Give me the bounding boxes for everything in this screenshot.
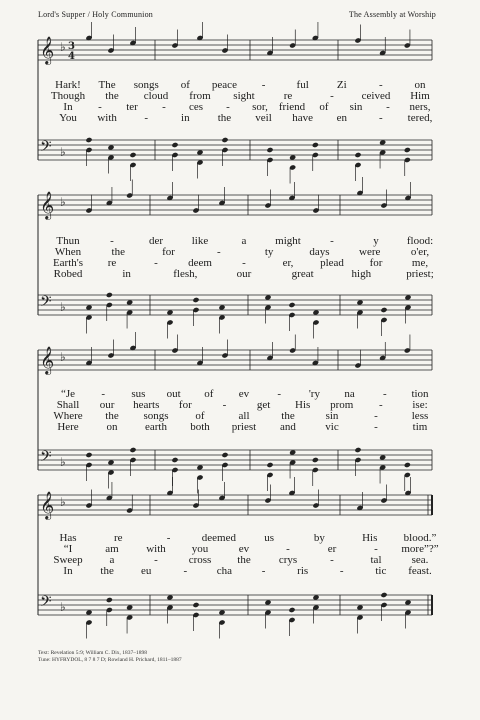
lyric-syllable: days — [309, 246, 330, 258]
lyric-syllable: - — [382, 388, 387, 400]
lyric-syllable: of — [204, 388, 214, 400]
lyric-syllable: feast. — [408, 565, 432, 577]
lyric-syllable: tion — [411, 388, 429, 400]
treble-clef-icon: 𝄞 — [40, 36, 55, 64]
lyric-syllable: all — [238, 410, 250, 422]
lyric-syllable: less — [411, 410, 429, 422]
lyric-syllable: peace — [211, 79, 237, 91]
treble-clef-icon: 𝄞 — [40, 191, 55, 219]
lyric-syllable: - — [154, 554, 158, 566]
lyric-syllable: am — [105, 543, 119, 555]
flat-icon: ♭ — [60, 300, 66, 314]
lyric-syllable: have — [292, 112, 314, 124]
lyric-syllable: earth — [145, 421, 167, 433]
lyric-syllable: Sweep — [53, 554, 83, 566]
lyric-syllable: with — [146, 543, 166, 555]
notehead-icon — [380, 592, 387, 598]
lyric-syllable: Here — [57, 421, 79, 433]
lyric-syllable: Him — [410, 90, 430, 102]
bass-clef-icon: 𝄢 — [40, 593, 52, 614]
lyric-syllable: cloud — [143, 90, 169, 102]
lyric-syllable: the — [237, 554, 251, 566]
lyric-syllable: - — [261, 79, 266, 91]
lyric-syllable: priest; — [406, 268, 434, 280]
lyric-syllable: sin — [325, 410, 339, 422]
bass-clef-icon: 𝄢 — [40, 138, 52, 159]
notehead-icon — [171, 457, 178, 463]
lyric-syllable: of — [195, 410, 205, 422]
notehead-icon — [266, 462, 273, 468]
notehead-icon — [85, 452, 92, 458]
lyric-syllable: - — [242, 257, 246, 269]
lyric-syllable: re — [107, 257, 117, 269]
lyric-syllable: - — [144, 112, 149, 124]
notehead-icon — [221, 137, 228, 143]
lyric-syllable: eu — [141, 565, 152, 577]
lyric-syllable: our — [99, 399, 115, 411]
lyric-syllable: sin — [349, 101, 363, 113]
lyric-syllable: by — [313, 532, 325, 544]
lyric-syllable: more”?” — [401, 543, 439, 555]
lyric-syllable: Earth's — [52, 257, 84, 269]
lyric-syllable: ces — [188, 101, 204, 113]
lyric-syllable: Thun — [56, 235, 80, 247]
lyric-syllable: - — [374, 421, 378, 433]
notehead-icon — [192, 297, 199, 303]
lyric-syllable: His — [295, 399, 311, 411]
notehead-icon — [266, 147, 273, 153]
lyric-syllable: - — [110, 235, 114, 247]
lyric-syllable: for — [369, 257, 383, 269]
lyric-syllable: - — [330, 235, 334, 247]
lyric-syllable: with — [97, 112, 117, 124]
lyric-syllable: - — [183, 565, 188, 577]
lyric-syllable: ev — [238, 388, 250, 400]
lyric-syllable: tic — [375, 565, 387, 577]
lyric-syllable: - — [154, 257, 158, 269]
lyric-syllable: Robed — [53, 268, 83, 280]
lyric-syllable: - — [330, 90, 334, 102]
lyric-syllable: o'er, — [410, 246, 430, 258]
lyric-syllable: - — [101, 388, 106, 400]
lyric-syllable: on — [414, 79, 426, 91]
flat-icon: ♭ — [60, 600, 66, 614]
lyric-syllable: You — [59, 112, 77, 124]
lyric-line — [0, 113, 480, 124]
tune-credit: Tune: HYFRYDOL, 8 7 8 7 D; Rowland H. Prichard, 1811–1887 — [38, 657, 182, 663]
lyric-syllable: Has — [59, 532, 77, 544]
lyric-syllable: na — [344, 388, 355, 400]
lyric-syllable: in — [122, 268, 131, 280]
time-signature-icon: 3 — [68, 41, 75, 52]
notehead-icon — [192, 602, 199, 608]
notehead-icon — [171, 142, 178, 148]
lyric-syllable: re — [114, 532, 123, 544]
lyric-syllable: our — [236, 268, 252, 280]
lyric-syllable: get — [256, 399, 271, 411]
lyric-syllable: ty — [264, 246, 274, 258]
lyric-syllable: In — [63, 101, 73, 113]
lyric-syllable: - — [162, 101, 166, 113]
lyric-syllable: of — [180, 79, 190, 91]
lyric-syllable: sea. — [411, 554, 429, 566]
lyric-syllable: ise: — [412, 399, 428, 411]
credits — [38, 650, 182, 664]
lyric-line — [0, 269, 480, 280]
flat-icon: ♭ — [60, 350, 66, 364]
lyric-syllable: - — [374, 543, 378, 555]
lyric-syllable: er — [327, 543, 337, 555]
lyric-syllable: high — [351, 268, 372, 280]
running-header-left: Lord's Supper / Holy Communion — [38, 10, 153, 19]
lyrics-block — [0, 389, 480, 433]
lyric-syllable: like — [191, 235, 209, 247]
lyric-syllable: plead — [320, 257, 344, 269]
lyric-syllable: veil — [255, 112, 272, 124]
lyric-syllable: songs — [143, 410, 169, 422]
lyric-syllable: Where — [53, 410, 83, 422]
lyric-syllable: the — [281, 410, 295, 422]
notehead-icon — [404, 147, 411, 153]
lyric-syllable: cha — [216, 565, 233, 577]
lyric-syllable: vic — [325, 421, 339, 433]
lyric-syllable: ris — [297, 565, 309, 577]
flat-icon: ♭ — [60, 40, 66, 54]
lyrics-block — [0, 533, 480, 577]
lyric-syllable: the — [105, 90, 119, 102]
notehead-icon — [354, 152, 361, 158]
lyric-syllable: songs — [133, 79, 159, 91]
lyric-syllable: - — [374, 410, 378, 422]
lyric-syllable: tim — [412, 421, 428, 433]
lyric-syllable: the — [111, 246, 126, 258]
lyric-syllable: on — [106, 421, 118, 433]
lyric-syllable: ev — [238, 543, 250, 555]
lyric-syllable: re — [283, 90, 293, 102]
lyrics-block — [0, 236, 480, 280]
lyric-syllable: ners, — [409, 101, 431, 113]
lyric-syllable: When — [54, 246, 82, 258]
lyric-syllable: - — [379, 399, 383, 411]
lyric-syllable: tered, — [407, 112, 433, 124]
lyric-syllable: crys — [278, 554, 298, 566]
lyric-syllable: might — [275, 235, 301, 247]
notehead-icon — [312, 142, 319, 148]
notehead-icon — [354, 447, 361, 453]
lyric-syllable: “I — [63, 543, 73, 555]
lyric-syllable: sus — [131, 388, 146, 400]
lyric-syllable: 'ry — [308, 388, 320, 400]
flat-icon: ♭ — [60, 145, 66, 159]
notehead-icon — [106, 597, 113, 603]
notehead-icon — [288, 607, 295, 613]
lyric-syllable: ceived — [361, 90, 391, 102]
lyric-syllable: blood.” — [403, 532, 437, 544]
flat-icon: ♭ — [60, 455, 66, 469]
lyric-syllable: you — [191, 543, 209, 555]
lyric-syllable: y — [373, 235, 379, 247]
lyric-syllable: - — [98, 101, 102, 113]
lyric-syllable: prom — [330, 399, 354, 411]
lyric-syllable: for — [162, 246, 175, 258]
lyric-syllable: sor, — [252, 101, 268, 113]
lyric-syllable: out — [166, 388, 181, 400]
lyric-syllable: - — [166, 532, 171, 544]
lyric-syllable: His — [362, 532, 378, 544]
lyric-syllable: en — [336, 112, 347, 124]
notehead-icon — [221, 452, 228, 458]
notehead-icon — [85, 137, 92, 143]
lyric-syllable: flesh, — [173, 268, 198, 280]
lyric-syllable: were — [359, 246, 381, 258]
lyric-syllable: us — [264, 532, 275, 544]
lyric-syllable: - — [330, 554, 334, 566]
lyric-syllable: Though — [50, 90, 86, 102]
lyric-syllable: both — [190, 421, 210, 433]
lyric-syllable: tal — [370, 554, 382, 566]
lyric-syllable: the — [105, 410, 119, 422]
lyric-syllable: cross — [188, 554, 212, 566]
lyric-syllable: priest — [231, 421, 257, 433]
lyric-syllable: deemed — [201, 532, 236, 544]
text-credit: Text: Revelation 5:9; William C. Dix, 1837–1898 — [38, 650, 147, 656]
lyric-syllable: me, — [411, 257, 429, 269]
lyric-syllable: a — [241, 235, 247, 247]
lyric-syllable: - — [379, 79, 383, 91]
lyric-syllable: - — [277, 388, 282, 400]
lyric-syllable: - — [379, 112, 383, 124]
lyric-syllable: - — [261, 565, 266, 577]
lyric-syllable: in — [181, 112, 190, 124]
lyric-syllable: - — [222, 399, 227, 411]
lyric-syllable: der — [148, 235, 164, 247]
lyric-syllable: great — [291, 268, 314, 280]
lyric-syllable: a — [109, 554, 115, 566]
lyric-syllable: “Je — [60, 388, 76, 400]
lyric-syllable: Zi — [336, 79, 347, 91]
lyric-syllable: In — [63, 565, 73, 577]
lyric-syllable: of — [319, 101, 329, 113]
lyric-syllable: er, — [282, 257, 294, 269]
lyric-syllable: - — [386, 101, 390, 113]
lyric-syllable: friend — [278, 101, 306, 113]
lyric-syllable: - — [217, 246, 221, 258]
notehead-icon — [380, 307, 387, 313]
lyric-syllable: for — [178, 399, 192, 411]
lyric-syllable: Shall — [56, 399, 80, 411]
lyric-syllable: The — [98, 79, 116, 91]
notehead-icon — [129, 152, 136, 158]
flat-icon: ♭ — [60, 195, 66, 209]
lyric-syllable: ful — [296, 79, 309, 91]
lyric-syllable: the — [100, 565, 114, 577]
time-signature-icon: 4 — [68, 51, 75, 62]
lyric-syllable: - — [339, 565, 344, 577]
lyric-syllable: from — [189, 90, 211, 102]
bass-clef-icon: 𝄢 — [40, 448, 52, 469]
lyric-syllable: and — [280, 421, 296, 433]
treble-clef-icon: 𝄞 — [40, 491, 55, 519]
notehead-icon — [312, 457, 319, 463]
notehead-icon — [129, 447, 136, 453]
lyric-syllable: deem — [188, 257, 212, 269]
notehead-icon — [288, 302, 295, 308]
lyric-syllable: Hark! — [55, 79, 81, 91]
lyric-line — [0, 566, 480, 577]
running-header-right: The Assembly at Worship — [348, 10, 436, 19]
lyric-syllable: sight — [233, 90, 255, 102]
notehead-icon — [404, 462, 411, 468]
bass-clef-icon: 𝄢 — [40, 293, 52, 314]
lyric-syllable: ter — [126, 101, 138, 113]
lyric-syllable: - — [226, 101, 230, 113]
lyric-line — [0, 422, 480, 433]
lyric-syllable: the — [217, 112, 232, 124]
treble-clef-icon: 𝄞 — [40, 346, 55, 374]
lyrics-block — [0, 80, 480, 124]
flat-icon: ♭ — [60, 495, 66, 509]
lyric-syllable: - — [286, 543, 290, 555]
notehead-icon — [106, 292, 113, 298]
lyric-syllable: hearts — [133, 399, 160, 411]
lyric-syllable: flood: — [406, 235, 434, 247]
